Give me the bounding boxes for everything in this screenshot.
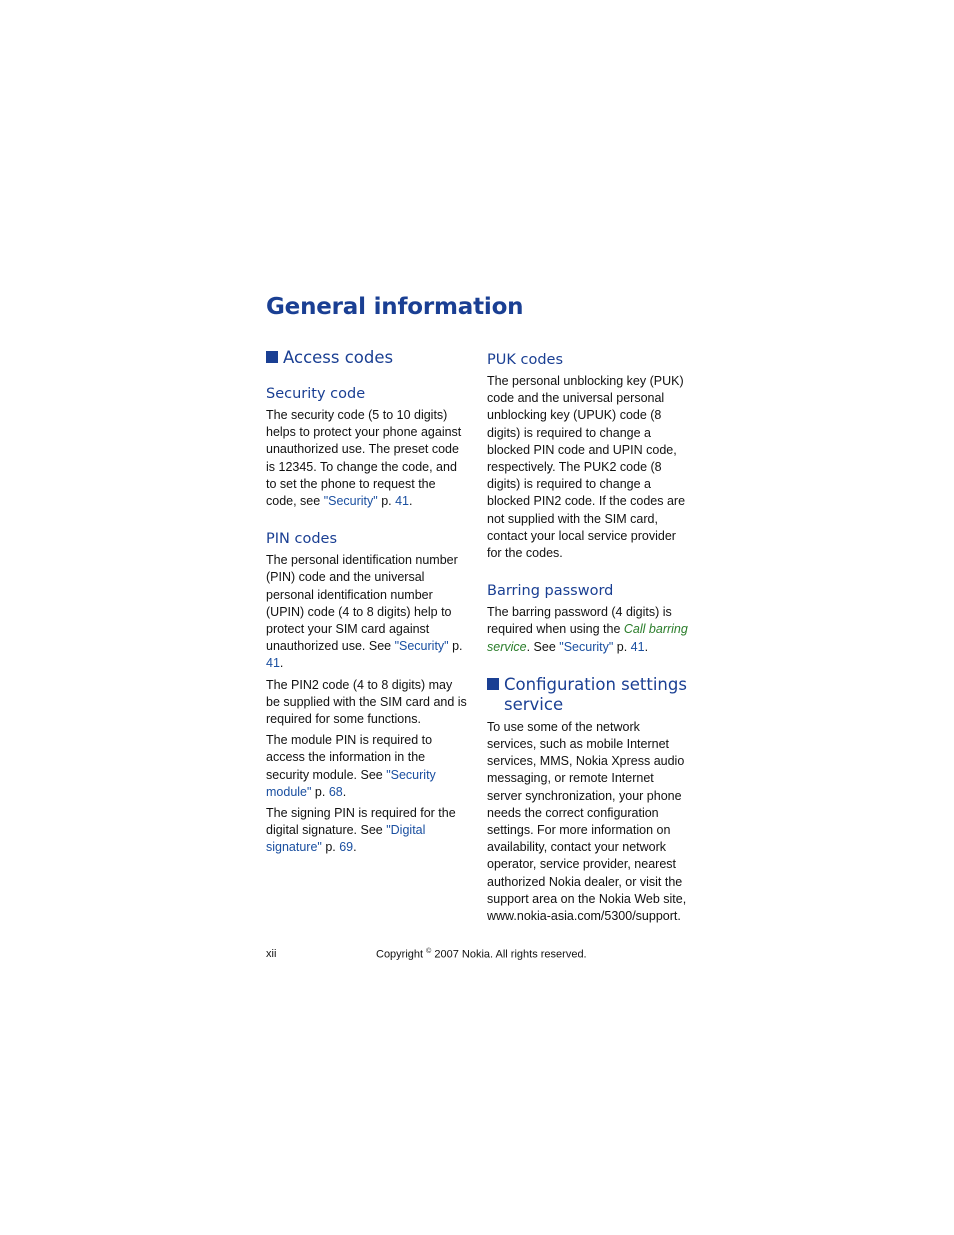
left-column [266, 348, 468, 857]
pin-codes-paragraph-4 [266, 805, 468, 857]
subheading-barring-password: Barring password [487, 583, 614, 600]
security-code-text: The security code (5 to 10 digits) helps to protect your phone against unauthorized use. The preset code is 12345. To change the code, and to set the phone to request the code, see [266, 408, 462, 509]
sentence-end: . [353, 840, 357, 855]
digital-signature-link[interactable]: "Digital signature" [266, 823, 426, 855]
page-title: General information [266, 294, 524, 320]
section-heading-access-codes [266, 348, 468, 368]
right-column [487, 348, 689, 925]
subheading-puk-codes: PUK codes [487, 352, 563, 368]
page-link[interactable]: 41 [266, 656, 280, 671]
pin-codes-paragraph-2: The PIN2 code (4 to 8 digits) may be supplied with the SIM card and is required for some functions. [266, 677, 467, 727]
subheading-pin-codes: PIN codes [266, 531, 337, 548]
square-bullet-icon [266, 351, 278, 363]
security-code-paragraph [266, 407, 468, 510]
page-prefix: p. [613, 639, 631, 654]
pin-codes-paragraph-3 [266, 732, 468, 801]
pin-codes-paragraph-1 [266, 552, 468, 672]
copyright-notice [376, 948, 587, 961]
security-link[interactable]: "Security" [394, 639, 449, 654]
page-link[interactable]: 68 [328, 784, 343, 799]
pin-codes-text: The personal identification number (PIN) code and the universal personal identification number (UPIN) code (4 to 8 digits) help to protect your SIM card against unauthorized use. See [266, 553, 458, 654]
copyright-prefix: Copyright [376, 948, 427, 961]
sentence-end: . [279, 656, 284, 671]
square-bullet-icon [487, 678, 499, 690]
security-link[interactable]: "Security" [323, 494, 378, 509]
page-prefix: p. [311, 784, 329, 799]
page-link[interactable]: 69 [339, 840, 354, 855]
see-text: . See [526, 639, 560, 654]
puk-codes-paragraph: The personal unblocking key (PUK) code and the universal personal unblocking key (UPUK) code (8 digits) is required to change a blocked PIN code and UPIN code, respectively. The PUK2 code (8 digits) is required to change a blocked PIN2 code. If the codes are not supplied with the SIM card, contact your local service provider for the codes. [487, 374, 686, 561]
copyright-symbol: © [426, 948, 432, 955]
security-link[interactable]: "Security" [559, 639, 614, 654]
page-prefix: p. [448, 639, 463, 654]
page-prefix: p. [377, 494, 396, 509]
page-number: xii [266, 948, 277, 960]
subheading-security-code: Security code [266, 386, 366, 402]
section-heading-text: Access codes [283, 348, 394, 367]
configuration-paragraph: To use some of the network services, such as mobile Internet services, MMS, Nokia Xpress audio messaging, or remote Internet server synchronization, your phone needs the correct configuration settings. For more information on availability, contact your network operator, service provider, nearest authorized Nokia dealer, or visit the support area on the Nokia Web site, www.nokia-asia.com/5300/support. [487, 719, 687, 924]
section-heading-text: Configuration settings service [504, 674, 687, 714]
module-pin-text: The module PIN is required to access the information in the security module. See [266, 733, 433, 782]
security-module-link[interactable]: "Security module" [266, 767, 436, 799]
page-prefix: p. [321, 840, 340, 855]
section-heading-configuration [487, 675, 689, 715]
barring-text: The barring password (4 digits) is required when using the [487, 605, 672, 637]
page-link[interactable]: 41 [395, 494, 409, 509]
sentence-end: . [342, 784, 347, 799]
call-barring-service-term: Call barring service [487, 622, 688, 654]
signing-pin-text: The signing PIN is required for the digital signature. See [266, 806, 456, 838]
sentence-end: . [644, 639, 649, 654]
sentence-end: . [409, 494, 413, 509]
copyright-suffix: 2007 Nokia. All rights reserved. [431, 948, 587, 961]
page-link[interactable]: 41 [630, 639, 645, 654]
barring-password-paragraph [487, 604, 689, 656]
